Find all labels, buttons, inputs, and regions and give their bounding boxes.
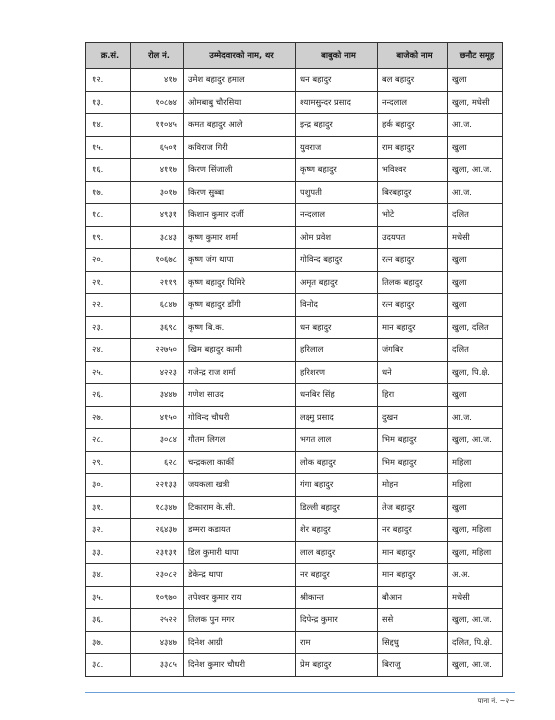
- grandfather-name-cell: बल बहादुर: [378, 69, 448, 92]
- grandfather-name-cell: मान बहादुर: [378, 541, 448, 564]
- roll-number-cell: २२७५०: [131, 339, 184, 362]
- selection-group-cell: खुला: [448, 136, 503, 159]
- table-row: [86, 271, 503, 294]
- grandfather-name-cell: तिलक बहादुर: [378, 271, 448, 294]
- selection-group-cell: दलित, पि.क्षे.: [448, 631, 503, 654]
- roll-number-cell: २३०८२: [131, 564, 184, 587]
- candidate-name-cell: किरण सिंजाली: [184, 159, 296, 182]
- father-name-cell: कृष्ण बहादुर: [296, 159, 378, 182]
- father-name-cell: नर बहादुर: [296, 564, 378, 587]
- father-name-cell: हरिशरण: [296, 361, 378, 384]
- roll-number-cell: ४१५०: [131, 406, 184, 429]
- table-row: [86, 474, 503, 497]
- father-name-cell: शेर बहादुर: [296, 519, 378, 542]
- serial-number-cell: ३४.: [86, 564, 131, 587]
- roll-number-cell: ३०८४: [131, 429, 184, 452]
- serial-number-cell: १६.: [86, 159, 131, 182]
- serial-number-cell: २७.: [86, 406, 131, 429]
- table-row: [86, 136, 503, 159]
- selection-group-cell: खुला, आ.ज.: [448, 609, 503, 632]
- selection-group-cell: खुला: [448, 294, 503, 317]
- father-name-cell: हरिलाल: [296, 339, 378, 362]
- selection-group-cell: खुला, महिला: [448, 519, 503, 542]
- table-row: [86, 654, 503, 677]
- grandfather-name-cell: रत्न बहादुर: [378, 294, 448, 317]
- serial-number-cell: १२.: [86, 69, 131, 92]
- table-body: [86, 69, 503, 677]
- grandfather-name-cell: मान बहादुर: [378, 316, 448, 339]
- father-name-cell: धन बहादुर: [296, 316, 378, 339]
- serial-number-cell: ३१.: [86, 496, 131, 519]
- candidate-name-cell: कृष्ण कुमार शर्मा: [184, 226, 296, 249]
- serial-number-cell: २६.: [86, 384, 131, 407]
- father-name-cell: प्रेम बहादुर: [296, 654, 378, 677]
- grandfather-name-cell: बिराजु: [378, 654, 448, 677]
- selection-group-cell: खुला, दलित: [448, 316, 503, 339]
- roll-number-cell: ६२८: [131, 451, 184, 474]
- header-serial-number: क्र.सं.: [86, 43, 131, 69]
- header-grandfather-name: बाजेको नाम: [378, 43, 448, 69]
- roll-number-cell: ४१७: [131, 69, 184, 92]
- serial-number-cell: २३.: [86, 316, 131, 339]
- header-father-name: बाबुको नाम: [296, 43, 378, 69]
- table-row: [86, 384, 503, 407]
- grandfather-name-cell: भिम बहादुर: [378, 429, 448, 452]
- table-row: [86, 361, 503, 384]
- selection-group-cell: खुला, आ.ज.: [448, 159, 503, 182]
- serial-number-cell: १३.: [86, 91, 131, 114]
- roll-number-cell: २२१३३: [131, 474, 184, 497]
- serial-number-cell: २०.: [86, 249, 131, 272]
- grandfather-name-cell: मान बहादुर: [378, 564, 448, 587]
- table-row: [86, 406, 503, 429]
- table-row: [86, 586, 503, 609]
- father-name-cell: लक्ष्मु प्रसाद: [296, 406, 378, 429]
- roll-number-cell: ११०४५: [131, 114, 184, 137]
- roll-number-cell: १८३४७: [131, 496, 184, 519]
- grandfather-name-cell: सिद्दधु: [378, 631, 448, 654]
- serial-number-cell: १५.: [86, 136, 131, 159]
- grandfather-name-cell: तेज बहादुर: [378, 496, 448, 519]
- grandfather-name-cell: रत्न बहादुर: [378, 249, 448, 272]
- serial-number-cell: ३०.: [86, 474, 131, 497]
- father-name-cell: राम: [296, 631, 378, 654]
- candidate-name-cell: किशान कुमार दर्जी: [184, 204, 296, 227]
- candidate-name-cell: जयकला खत्री: [184, 474, 296, 497]
- selection-group-cell: खुला: [448, 249, 503, 272]
- selection-group-cell: खुला: [448, 271, 503, 294]
- candidate-name-cell: दिनेश कुमार चौधरी: [184, 654, 296, 677]
- roll-number-cell: ३४४७: [131, 384, 184, 407]
- candidate-name-cell: डेकेन्द्र थापा: [184, 564, 296, 587]
- father-name-cell: इन्द्र बहादुर: [296, 114, 378, 137]
- father-name-cell: भगत लाल: [296, 429, 378, 452]
- father-name-cell: अमृत बहादुर: [296, 271, 378, 294]
- serial-number-cell: १८.: [86, 204, 131, 227]
- selection-group-cell: मधेसी: [448, 586, 503, 609]
- serial-number-cell: १९.: [86, 226, 131, 249]
- grandfather-name-cell: धने: [378, 361, 448, 384]
- table-row: [86, 114, 503, 137]
- candidate-name-cell: गोविन्द चौधरी: [184, 406, 296, 429]
- grandfather-name-cell: भविश्वर: [378, 159, 448, 182]
- candidate-name-cell: तपेश्वर कुमार राय: [184, 586, 296, 609]
- table-row: [86, 496, 503, 519]
- selection-group-cell: दलित: [448, 204, 503, 227]
- page-number: पाना नं. ~२~: [477, 697, 515, 705]
- serial-number-cell: २८.: [86, 429, 131, 452]
- selection-group-cell: आ.ज.: [448, 181, 503, 204]
- candidate-name-cell: उमेश बहादुर हमाल: [184, 69, 296, 92]
- serial-number-cell: १७.: [86, 181, 131, 204]
- table-row: [86, 339, 503, 362]
- candidate-name-cell: दिनेश आग्री: [184, 631, 296, 654]
- selection-group-cell: खुला: [448, 496, 503, 519]
- roll-number-cell: २३१३१: [131, 541, 184, 564]
- table-row: [86, 249, 503, 272]
- roll-number-cell: ४९३१: [131, 204, 184, 227]
- table-row: [86, 181, 503, 204]
- candidate-name-cell: गजेन्द्र राज शर्मा: [184, 361, 296, 384]
- header-selection-group: छनौट समूह: [448, 43, 503, 69]
- serial-number-cell: २४.: [86, 339, 131, 362]
- header-roll-number: रोल नं.: [131, 43, 184, 69]
- roll-number-cell: ६८४७: [131, 294, 184, 317]
- selection-group-cell: खुला, आ.ज.: [448, 429, 503, 452]
- table-row: [86, 294, 503, 317]
- table-row: [86, 316, 503, 339]
- candidate-name-cell: किरण सुब्बा: [184, 181, 296, 204]
- grandfather-name-cell: जंगबिर: [378, 339, 448, 362]
- serial-number-cell: २२.: [86, 294, 131, 317]
- roll-number-cell: ४११७: [131, 159, 184, 182]
- father-name-cell: श्रीकान्त: [296, 586, 378, 609]
- serial-number-cell: २१.: [86, 271, 131, 294]
- grandfather-name-cell: उदयपत: [378, 226, 448, 249]
- candidate-results-table: [85, 42, 503, 677]
- candidate-name-cell: कृष्ण बि.क.: [184, 316, 296, 339]
- roll-number-cell: ३६९८: [131, 316, 184, 339]
- table-row: [86, 91, 503, 114]
- candidate-name-cell: कृष्ण बहादुर डाँगी: [184, 294, 296, 317]
- table-row: [86, 451, 503, 474]
- table-row: [86, 609, 503, 632]
- grandfather-name-cell: बौआन: [378, 586, 448, 609]
- selection-group-cell: खुला, महिला: [448, 541, 503, 564]
- grandfather-name-cell: हिरा: [378, 384, 448, 407]
- candidate-name-cell: टिकाराम के.सी.: [184, 496, 296, 519]
- father-name-cell: दिपेन्द्र कुमार: [296, 609, 378, 632]
- roll-number-cell: ३०१७: [131, 181, 184, 204]
- roll-number-cell: १०८७४: [131, 91, 184, 114]
- selection-group-cell: आ.ज.: [448, 406, 503, 429]
- father-name-cell: डिल्ली बहादुर: [296, 496, 378, 519]
- serial-number-cell: ३२.: [86, 519, 131, 542]
- candidate-name-cell: कमत बहादुर आले: [184, 114, 296, 137]
- candidate-name-cell: चन्द्रकला कार्की: [184, 451, 296, 474]
- father-name-cell: लोक बहादुर: [296, 451, 378, 474]
- father-name-cell: धनबिर सिंह: [296, 384, 378, 407]
- roll-number-cell: ४२२३: [131, 361, 184, 384]
- grandfather-name-cell: नर बहादुर: [378, 519, 448, 542]
- roll-number-cell: ४३४७: [131, 631, 184, 654]
- grandfather-name-cell: राम बहादुर: [378, 136, 448, 159]
- candidate-name-cell: गणेश साउद: [184, 384, 296, 407]
- candidate-name-cell: कविराज गिरी: [184, 136, 296, 159]
- father-name-cell: युवराज: [296, 136, 378, 159]
- roll-number-cell: १०९७०: [131, 586, 184, 609]
- table-row: [86, 159, 503, 182]
- selection-group-cell: महिला: [448, 451, 503, 474]
- table-row: [86, 631, 503, 654]
- table-row: [86, 226, 503, 249]
- candidate-name-cell: डम्मरा कडायत: [184, 519, 296, 542]
- father-name-cell: धन बहादुर: [296, 69, 378, 92]
- serial-number-cell: ३६.: [86, 609, 131, 632]
- selection-group-cell: अ.अ.: [448, 564, 503, 587]
- roll-number-cell: ३८४३: [131, 226, 184, 249]
- selection-group-cell: महिला: [448, 474, 503, 497]
- roll-number-cell: १०६७८: [131, 249, 184, 272]
- roll-number-cell: २११९: [131, 271, 184, 294]
- grandfather-name-cell: ससे: [378, 609, 448, 632]
- candidate-name-cell: तिलक पुन मगर: [184, 609, 296, 632]
- grandfather-name-cell: हर्क बहादुर: [378, 114, 448, 137]
- father-name-cell: गंगा बहादुर: [296, 474, 378, 497]
- selection-group-cell: मधेसी: [448, 226, 503, 249]
- selection-group-cell: खुला, आ.ज.: [448, 654, 503, 677]
- selection-group-cell: खुला: [448, 384, 503, 407]
- father-name-cell: गोविन्द बहादुर: [296, 249, 378, 272]
- table-header-row: [86, 43, 503, 69]
- grandfather-name-cell: भिम बहादुर: [378, 451, 448, 474]
- footer-rule: [85, 692, 515, 693]
- serial-number-cell: ३८.: [86, 654, 131, 677]
- roll-number-cell: २५२२: [131, 609, 184, 632]
- father-name-cell: पशुपती: [296, 181, 378, 204]
- grandfather-name-cell: भोटे: [378, 204, 448, 227]
- table-row: [86, 564, 503, 587]
- selection-group-cell: खुला: [448, 69, 503, 92]
- roll-number-cell: ६५०१: [131, 136, 184, 159]
- candidate-name-cell: ओमबाबु चौरसिया: [184, 91, 296, 114]
- table-row: [86, 541, 503, 564]
- father-name-cell: नन्दलाल: [296, 204, 378, 227]
- candidate-name-cell: डिल कुमारी थापा: [184, 541, 296, 564]
- table-row: [86, 519, 503, 542]
- serial-number-cell: १४.: [86, 114, 131, 137]
- candidate-name-cell: खिम बहादुर कामी: [184, 339, 296, 362]
- serial-number-cell: ३५.: [86, 586, 131, 609]
- candidate-name-cell: गौतम लिगल: [184, 429, 296, 452]
- table-row: [86, 69, 503, 92]
- grandfather-name-cell: दुखन: [378, 406, 448, 429]
- header-candidate-name: उम्मेदवारको नाम, थर: [184, 43, 296, 69]
- father-name-cell: विनोद: [296, 294, 378, 317]
- serial-number-cell: २९.: [86, 451, 131, 474]
- serial-number-cell: ३३.: [86, 541, 131, 564]
- grandfather-name-cell: मोहन: [378, 474, 448, 497]
- grandfather-name-cell: नन्दलाल: [378, 91, 448, 114]
- selection-group-cell: आ.ज.: [448, 114, 503, 137]
- roll-number-cell: २६४३७: [131, 519, 184, 542]
- selection-group-cell: दलित: [448, 339, 503, 362]
- table-row: [86, 204, 503, 227]
- candidate-name-cell: कृष्ण जंग थापा: [184, 249, 296, 272]
- serial-number-cell: २५.: [86, 361, 131, 384]
- selection-group-cell: खुला, मधेसी: [448, 91, 503, 114]
- candidate-name-cell: कृष्ण बहादुर घिमिरे: [184, 271, 296, 294]
- father-name-cell: ओम प्रवेश: [296, 226, 378, 249]
- father-name-cell: श्यामसुन्दर प्रसाद: [296, 91, 378, 114]
- serial-number-cell: ३७.: [86, 631, 131, 654]
- selection-group-cell: खुला, पि.क्षे.: [448, 361, 503, 384]
- table-row: [86, 429, 503, 452]
- father-name-cell: लाल बहादुर: [296, 541, 378, 564]
- grandfather-name-cell: बिरबहादुर: [378, 181, 448, 204]
- roll-number-cell: ३३८५: [131, 654, 184, 677]
